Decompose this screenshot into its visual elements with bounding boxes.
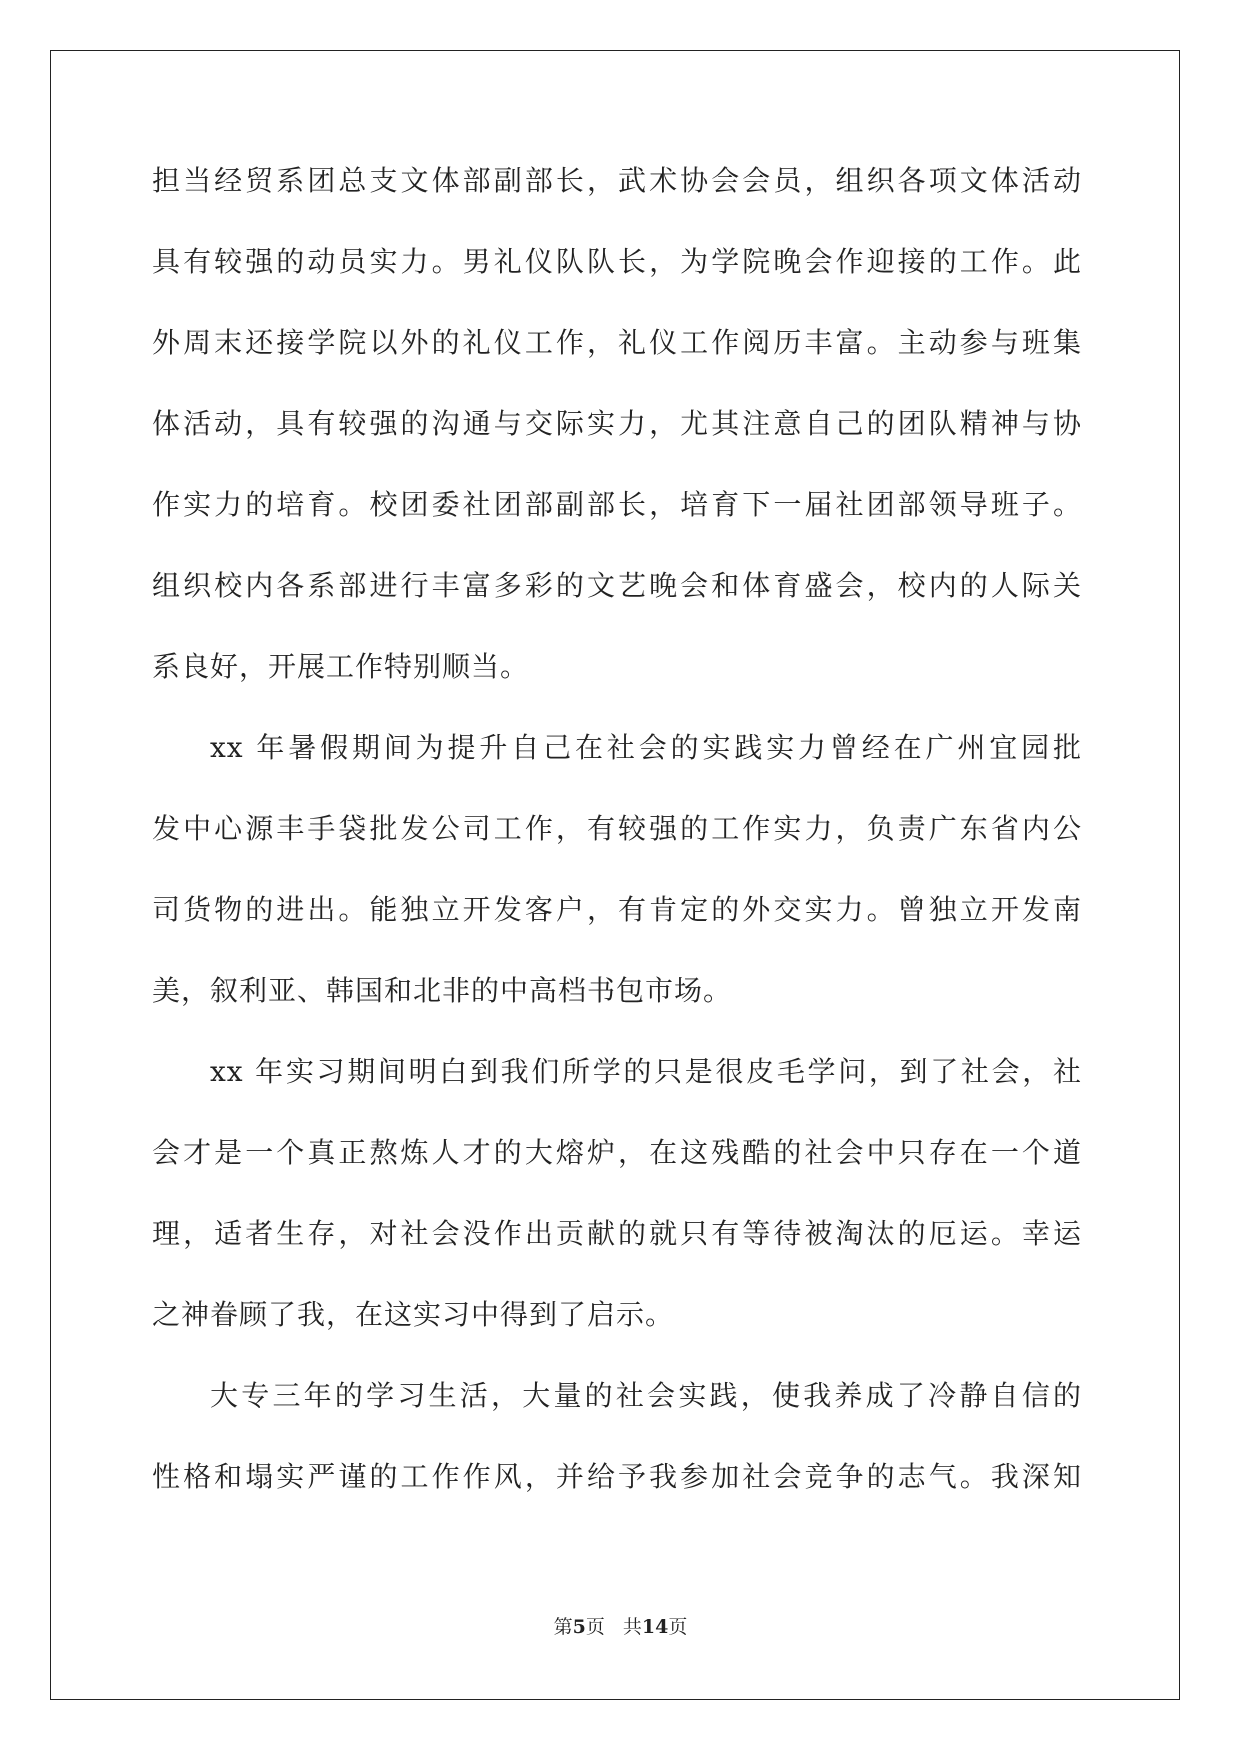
- total-suffix: 页: [668, 1616, 688, 1638]
- text-line: 具有较强的动员实力。男礼仪队队长，为学院晚会作迎接的工作。此: [152, 245, 1082, 278]
- page-prefix: 第: [553, 1616, 573, 1638]
- text-line: 系良好，开展工作特别顺当。: [152, 650, 530, 683]
- text-line: 美，叙利亚、韩国和北非的中高档书包市场。: [152, 974, 733, 1007]
- paragraph-first-line: xx 年实习期间明白到我们所学的只是很皮毛学问，到了社会，社: [210, 1055, 1082, 1088]
- text-line: 性格和塌实严谨的工作作风，并给予我参加社会竞争的志气。我深知: [152, 1460, 1082, 1493]
- paragraph-first-line: xx 年暑假期间为提升自己在社会的实践实力曾经在广州宜园批: [210, 731, 1082, 764]
- text-line: 发中心源丰手袋批发公司工作，有较强的工作实力，负责广东省内公: [152, 812, 1082, 845]
- page-number: 5: [572, 1616, 586, 1638]
- text-line: 会才是一个真正熬炼人才的大熔炉，在这残酷的社会中只存在一个道: [152, 1136, 1082, 1169]
- total-prefix: 共: [622, 1616, 642, 1638]
- text-line: 体活动，具有较强的沟通与交际实力，尤其注意自己的团队精神与协: [152, 407, 1082, 440]
- text-line: 组织校内各系部进行丰富多彩的文艺晚会和体育盛会，校内的人际关: [152, 569, 1082, 602]
- text-line: 理，适者生存，对社会没作出贡献的就只有等待被淘汰的厄运。幸运: [152, 1217, 1082, 1250]
- paragraph-first-line: 大专三年的学习生活，大量的社会实践，使我养成了冷静自信的: [210, 1379, 1082, 1412]
- page-footer: [0, 1612, 1241, 1639]
- text-line: 作实力的培育。校团委社团部副部长，培育下一届社团部领导班子。: [152, 488, 1082, 521]
- text-line: 司货物的进出。能独立开发客户，有肯定的外交实力。曾独立开发南: [152, 893, 1082, 926]
- document-body: [152, 160, 1082, 1537]
- text-line: 担当经贸系团总支文体部副部长，武术协会会员，组织各项文体活动: [152, 164, 1082, 197]
- text-line: 外周末还接学院以外的礼仪工作，礼仪工作阅历丰富。主动参与班集: [152, 326, 1082, 359]
- total-pages: 14: [641, 1616, 669, 1638]
- text-line: 之神眷顾了我，在这实习中得到了启示。: [152, 1298, 675, 1331]
- page-suffix: 页: [585, 1616, 605, 1638]
